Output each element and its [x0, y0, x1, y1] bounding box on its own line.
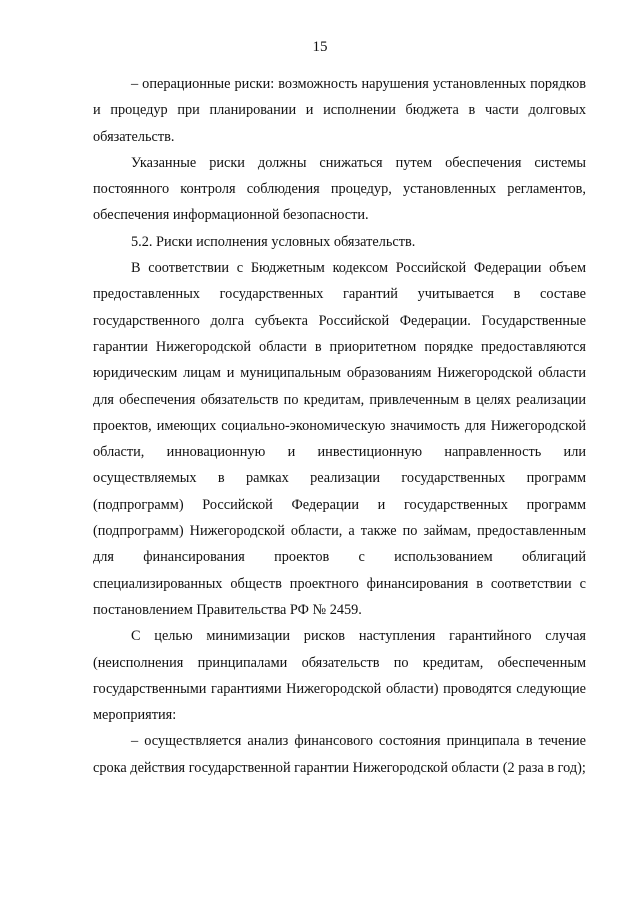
body-text	[93, 71, 586, 781]
page-number: 15	[312, 39, 328, 55]
paragraph-financial-analysis: – осуществляется анализ финансового состояния принципала в течение срока действия государственной гарантии Нижегородской области (2 раза в год);	[93, 733, 586, 776]
section-heading-5-2: 5.2. Риски исполнения условных обязательств.	[131, 233, 416, 250]
paragraph-risk-mitigation: Указанные риски должны снижаться путем обеспечения системы постоянного контроля соблюдения процедур, установленных регламентов, обеспечения информационной безопасности.	[93, 154, 586, 224]
paragraph-state-guarantees: В соответствии с Бюджетным кодексом Российской Федерации объем предоставленных государственных гарантий учитывается в составе государственного долга субъекта Российской Федерации. Государственные гарантии Нижегородской области в приоритетном порядке предоставляются юридическим лицам и муниципальным образованиям Нижегородской области для обеспечения обязательств по кредитам, привлеченным в целях реализации проектов, имеющих социально-экономическую значимость для Нижегородской области, инновационную и инвестиционную направленность или осуществляемых в рамках реализации государственных программ (подпрограмм) Российской Федерации и государственных программ (подпрограмм) Нижегородской области, а также по займам, предоставленным для финансирования проектов с использованием облигаций специализированных обществ проектного финансирования в соответствии с постановлением Правительства РФ № 2459.	[93, 260, 586, 618]
paragraph-operational-risks: – операционные риски: возможность нарушения установленных порядков и процедур при планировании и исполнении бюджета в части долговых обязательств.	[93, 76, 586, 145]
paragraph-minimization-measures: С целью минимизации рисков наступления гарантийного случая (неисполнения принципалами обязательств по кредитам, обеспеченным государственными гарантиями Нижегородской области) проводятся следующие мероприятия:	[93, 628, 586, 724]
